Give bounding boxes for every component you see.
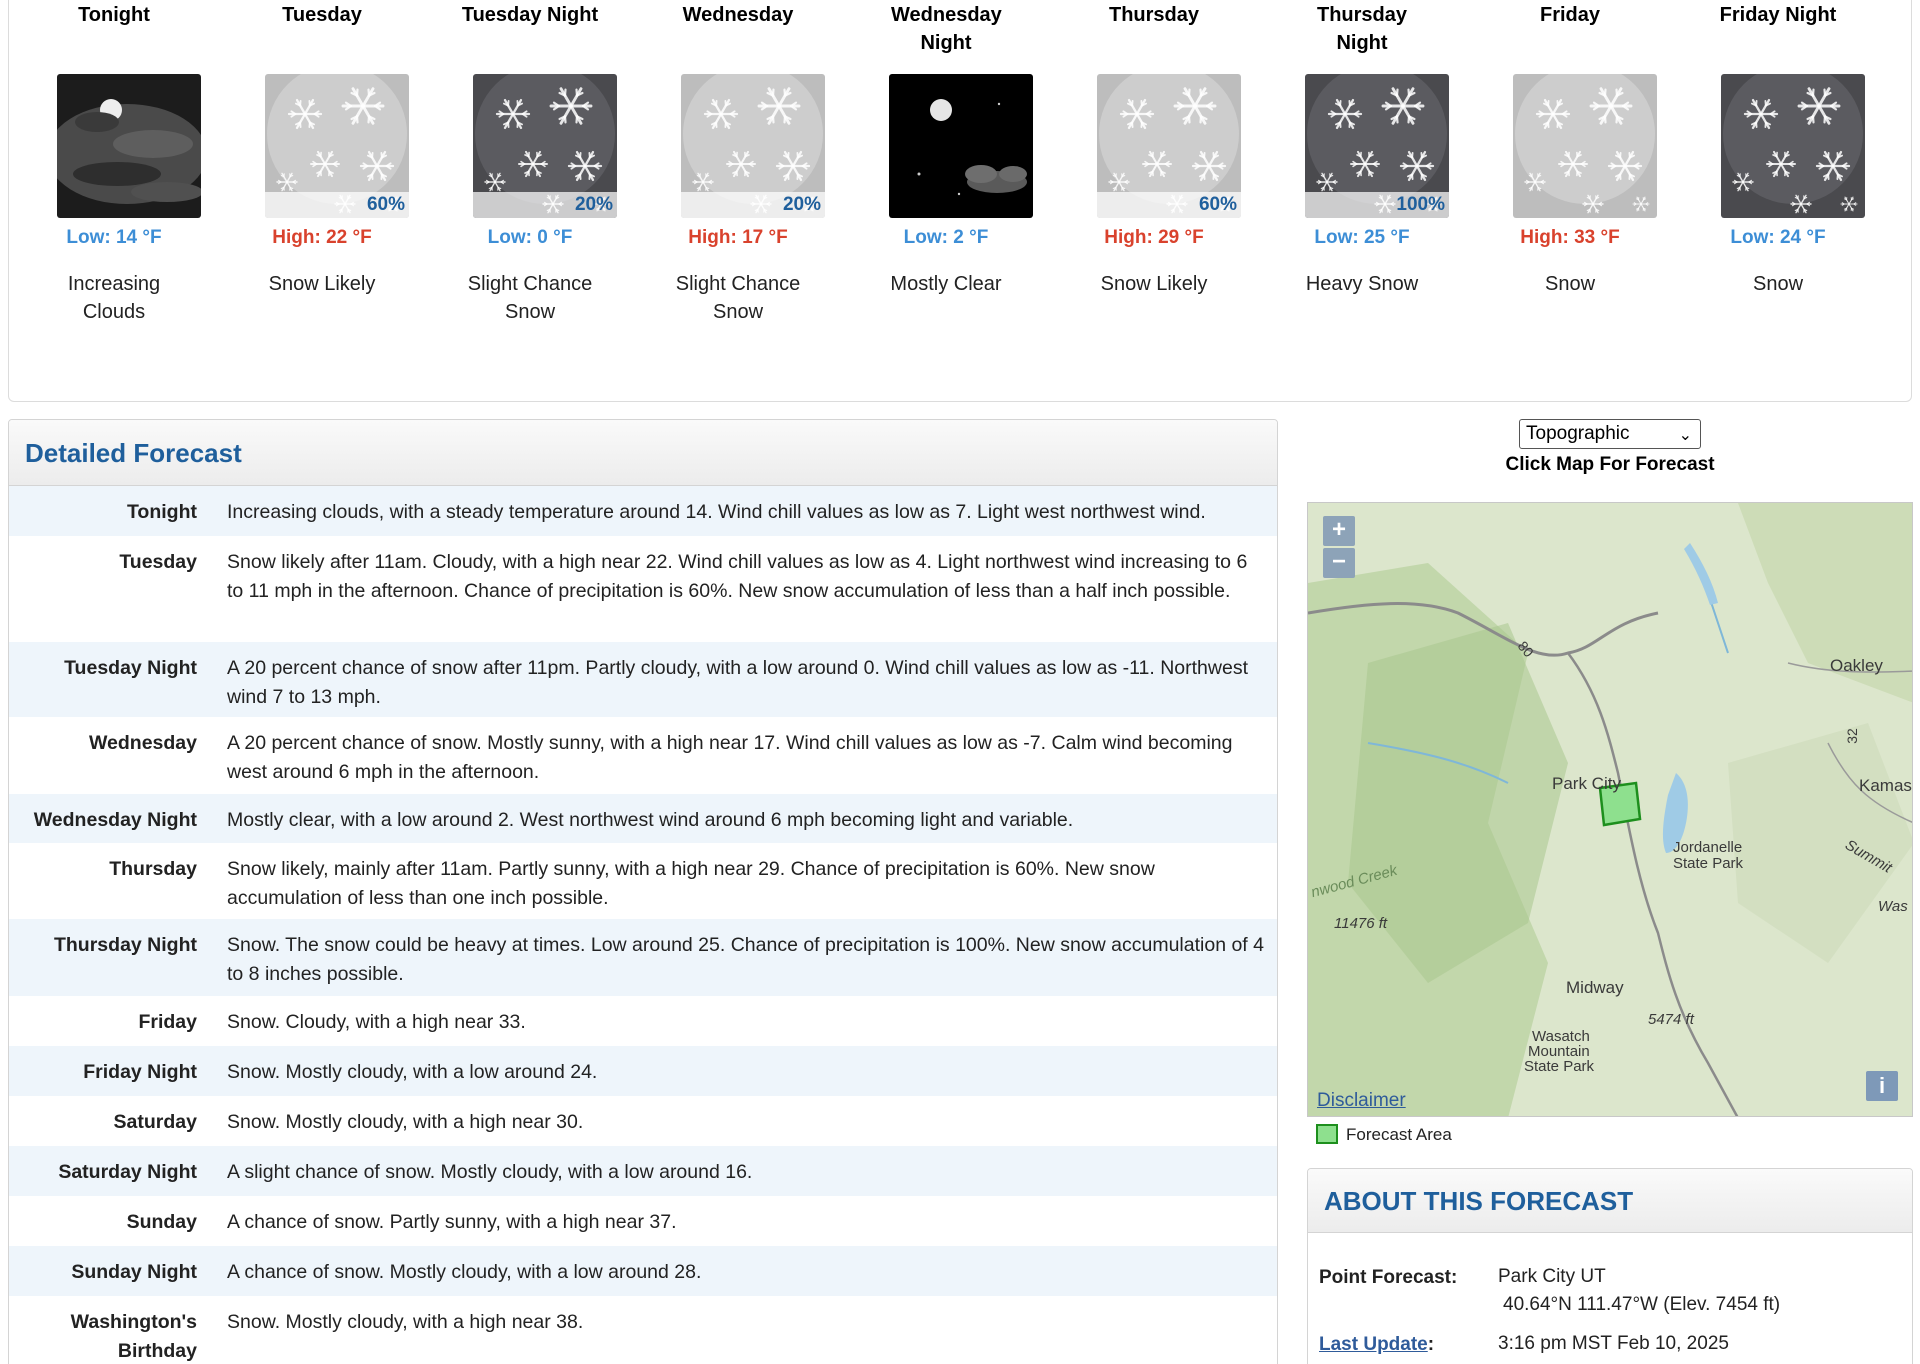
row-period-label: Tonight [126,501,197,523]
period-short-desc: Snow [1752,273,1804,295]
detailed-forecast-panel [8,419,1278,1364]
period-short-desc: Slight Chance Snow [675,273,801,323]
detailed-forecast-row [9,536,1277,642]
detailed-forecast-header [9,420,1277,486]
period-temp: Low: 24 °F [1730,227,1826,248]
map-label-was: Was [1878,898,1908,915]
precip-chance: 20% [473,192,617,218]
period-name: Thursday [1108,4,1200,26]
row-forecast-text: Snow. The snow could be heavy at times. Low around 25. Chance of precipitation is 100%. New snow accumulation of 4 to 8 inches possible. [227,934,1264,985]
forecast-map[interactable] [1307,502,1913,1117]
row-period-label: Tuesday [119,551,197,573]
map-label-elev-11476: 11476 ft [1334,915,1388,932]
row-period-label: Friday Night [83,1061,197,1083]
row-forecast-text: Snow. Mostly cloudy, with a high near 38. [227,1311,584,1333]
map-type-value: Topographic [1526,423,1630,444]
last-update-value: 3:16 pm MST Feb 10, 2025 [1498,1333,1729,1354]
row-forecast-text: Mostly clear, with a low around 2. West northwest wind around 6 mph becoming light and variable. [227,809,1074,831]
snow-day-icon[interactable] [1513,74,1657,218]
period-short-desc: Mostly Clear [890,273,1002,295]
period-name: Tonight [78,4,150,26]
precip-chance: 60% [1097,192,1241,218]
row-forecast-text: A 20 percent chance of snow. Mostly sunny, with a high near 17. Wind chill values as low as -7. Calm wind becoming west around 6 mph in the afternoon. [227,732,1233,783]
map-info-button[interactable]: i [1866,1071,1898,1101]
legend-label: Forecast Area [1346,1125,1452,1144]
about-forecast-header [1308,1169,1912,1233]
row-forecast-text: Increasing clouds, with a steady temperature around 14. Wind chill values as low as 7. Light west northwest wind. [227,501,1206,523]
period-short-desc: Snow Likely [1100,273,1208,295]
map-label-summit: Summit [1842,836,1895,877]
snow-day-icon[interactable] [681,74,825,218]
point-forecast-coords: 40.64°N 111.47°W (Elev. 7454 ft) [1503,1294,1781,1315]
map-label-creek: nwood Creek [1309,861,1400,902]
zoom-out-button[interactable]: − [1323,548,1355,578]
period-name: Wednesday [682,4,794,26]
map-label-park-city: Park City [1552,774,1621,793]
period-name: Thursday Night [1316,4,1408,54]
detailed-forecast-row [9,717,1277,794]
snow-day-icon[interactable] [1097,74,1241,218]
period-name: Tuesday Night [461,4,599,26]
detailed-forecast-row [9,919,1277,996]
chevron-down-icon: ⌄ [1678,427,1692,444]
map-type-select[interactable] [1519,419,1701,449]
period-temp: Low: 2 °F [903,227,989,248]
map-label-elev-5474: 5474 ft [1648,1011,1694,1028]
zoom-in-button[interactable]: + [1323,516,1355,546]
row-forecast-text: Snow. Cloudy, with a high near 33. [227,1011,526,1033]
row-period-label: Saturday [113,1111,197,1133]
snow-night-icon[interactable] [1305,74,1449,218]
map-label-midway: Midway [1566,978,1624,997]
detailed-forecast-row [9,642,1277,717]
row-period-label: Tuesday Night [64,657,197,679]
row-period-label: Wednesday Night [33,809,197,831]
row-period-label: Washington's Birthday [70,1311,197,1362]
row-forecast-text: A chance of snow. Partly sunny, with a high near 37. [227,1211,677,1233]
row-period-label: Friday [138,1011,197,1033]
precip-chance: 100% [1305,192,1449,218]
map-terrain[interactable] [1308,503,1913,1117]
map-label-jordanelle-state-park: State Park [1673,855,1744,872]
detailed-forecast-row [9,1296,1277,1364]
map-label-wasatch-state-park: State Park [1524,1058,1595,1075]
map-label-kamas: Kamas [1859,776,1912,795]
map-label-mountain: Mountain [1528,1043,1590,1060]
row-period-label: Thursday [109,858,197,880]
detailed-forecast-row [9,1246,1277,1296]
period-name: Tuesday [282,4,362,26]
row-period-label: Saturday Night [58,1161,197,1183]
row-period-label: Sunday [126,1211,197,1233]
precip-chance: 60% [265,192,409,218]
period-temp: High: 17 °F [688,227,788,248]
click-map-hint: Click Map For Forecast [1505,454,1715,475]
detailed-forecast-row [9,1096,1277,1146]
detailed-forecast-row [9,1146,1277,1196]
forecast-area-swatch [1316,1124,1338,1144]
row-period-label: Wednesday [88,732,197,754]
row-period-label: Sunday Night [71,1261,197,1283]
map-label-route-80: 80 [1514,637,1537,661]
period-short-desc: Snow Likely [268,273,376,295]
period-temp: Low: 14 °F [66,227,162,248]
disclaimer-link[interactable]: Disclaimer [1317,1090,1406,1111]
period-temp: High: 22 °F [272,227,372,248]
map-label-wasatch: Wasatch [1532,1028,1590,1045]
row-forecast-text: Snow. Mostly cloudy, with a low around 24. [227,1061,598,1083]
about-forecast-title: ABOUT THIS FORECAST [1324,1186,1634,1216]
period-name: Friday Night [1719,4,1837,26]
row-forecast-text: A slight chance of snow. Mostly cloudy, with a low around 16. [227,1161,753,1183]
last-update-link[interactable]: Last Update [1319,1334,1428,1355]
map-label-route-32: 32 [1843,728,1860,744]
row-period-label: Thursday Night [53,934,197,956]
period-short-desc: Increasing Clouds [67,273,161,323]
snow-night-icon[interactable] [1721,74,1865,218]
snow-night-icon[interactable] [473,74,617,218]
period-temp: Low: 25 °F [1314,227,1410,248]
last-update-label [1319,1334,1434,1356]
period-temp: High: 29 °F [1104,227,1204,248]
row-forecast-text: Snow. Mostly cloudy, with a high near 30. [227,1111,584,1133]
detailed-forecast-row [9,486,1277,536]
row-forecast-text: Snow likely after 11am. Cloudy, with a high near 22. Wind chill values as low as 4. Light northwest wind increasing to 6 to 11 mph in the afternoon. Chance of precipitation is 60%. New snow accumulation of less than a half inch possible. [227,551,1248,602]
row-forecast-text: Snow likely, mainly after 11am. Partly sunny, with a high near 29. Chance of precipitation is 60%. New snow accumulation of less than one inch possible. [227,858,1155,909]
detailed-forecast-row [9,1046,1277,1096]
period-short-desc: Slight Chance Snow [467,273,593,323]
map-label-jordanelle: Jordanelle [1673,839,1743,856]
point-forecast-value: Park City UT [1498,1266,1606,1287]
row-forecast-text: A 20 percent chance of snow after 11pm. Partly cloudy, with a low around 0. Wind chill values as low as -11. Northwest wind 7 to 13 mph. [227,657,1248,708]
period-name: Friday [1539,4,1601,26]
detailed-forecast-title: Detailed Forecast [25,438,242,468]
about-forecast-panel [1307,1168,1913,1364]
detailed-forecast-row [9,843,1277,919]
row-forecast-text: A chance of snow. Mostly cloudy, with a low around 28. [227,1261,702,1283]
map-legend [1316,1122,1452,1148]
snow-day-icon[interactable] [265,74,409,218]
period-short-desc: Snow [1544,273,1596,295]
detailed-forecast-row [9,1196,1277,1246]
detailed-forecast-row [9,794,1277,843]
seven-day-forecast [8,0,1912,402]
map-label-oakley: Oakley [1830,656,1883,675]
last-update-colon: : [1427,1334,1435,1355]
period-temp: High: 33 °F [1520,227,1620,248]
precip-chance: 20% [681,192,825,218]
period-short-desc: Heavy Snow [1305,273,1419,295]
detailed-forecast-row [9,996,1277,1046]
point-forecast-label: Point Forecast: [1319,1267,1458,1288]
increasing-clouds-night-icon[interactable] [57,74,201,218]
mostly-clear-night-icon[interactable] [889,74,1033,218]
period-temp: Low: 0 °F [487,227,573,248]
period-name: Wednesday Night [891,4,1002,54]
